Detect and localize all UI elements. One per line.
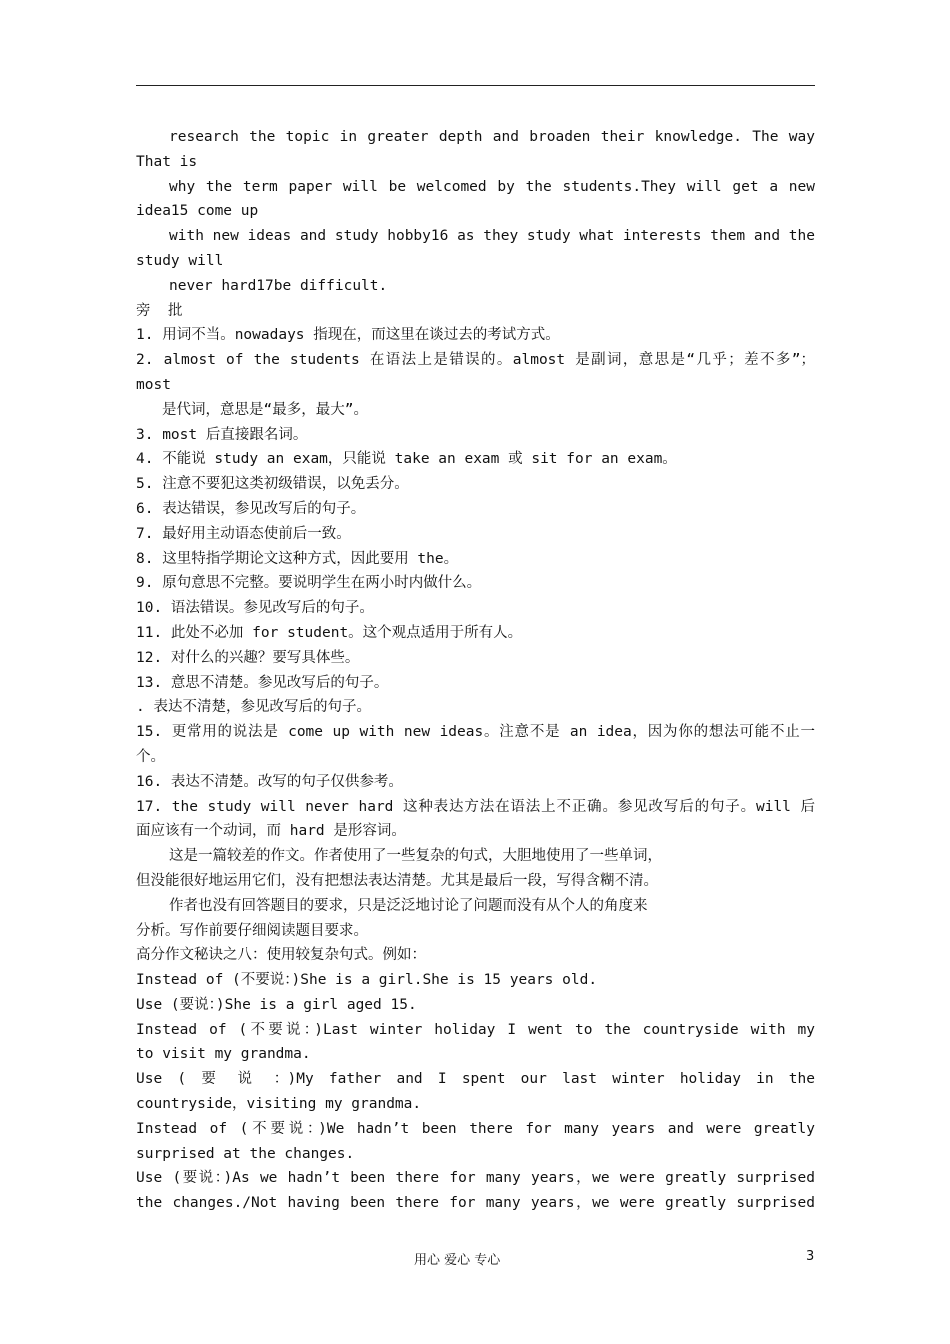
text-line: surprised at the changes.	[136, 1145, 355, 1162]
text-line: Use (要说：)As we hadn’t been there for many years，we were greatly surprised	[136, 1170, 815, 1187]
annotation-item: 12. 对什么的兴趣？要写具体些。	[136, 649, 360, 666]
text-line: with new ideas and study hobby16 as they study what interests them and the	[169, 228, 815, 245]
text-line: study will	[136, 252, 224, 269]
text-line: 这是一篇较差的作文。作者使用了一些复杂的句式，大胆地使用了一些单词，	[169, 848, 662, 865]
text-line: the changes./Not having been there for many years，we were greatly surprised	[136, 1195, 815, 1212]
document-body	[136, 125, 815, 1216]
text-line: Instead of (不要说：)Last winter holiday I went to the countryside with my	[136, 1021, 815, 1038]
annotation-item: 17. the study will never hard 这种表达方法在语法上不正确。参见改写后的句子。will 后	[136, 798, 815, 815]
text-line: 分析。写作前要仔细阅读题目要求。	[136, 922, 368, 939]
annotation-item: 9. 原句意思不完整。要说明学生在两小时内做什么。	[136, 575, 482, 592]
page-number: 3	[806, 1249, 815, 1264]
text-line: Use ( 要 说 ：)My father and I spent our last winter holiday in the	[136, 1071, 815, 1088]
annotation-item: 7. 最好用主动语态使前后一致。	[136, 525, 351, 542]
annotation-item: 13. 意思不清楚。参见改写后的句子。	[136, 674, 389, 691]
annotation-item: 1. 用词不当。nowadays 指现在，而这里在谈过去的考试方式。	[136, 327, 560, 344]
footer-text: 用心 爱心 专心	[414, 1253, 501, 1268]
annotation-item: 3. most 后直接跟名词。	[136, 426, 308, 443]
section-heading: 高分作文秘诀之八：使用较复杂句式。例如：	[136, 947, 426, 964]
text-line: Instead of (不要说：)She is a girl.She is 15 years old.	[136, 972, 598, 989]
text-line: Use (要说：)She is a girl aged 15.	[136, 996, 417, 1013]
text-line: to visit my grandma.	[136, 1046, 311, 1063]
annotation-item: . 表达不清楚，参见改写后的句子。	[136, 699, 371, 716]
annotation-item: 15. 更常用的说法是 come up with new ideas。注意不是 an idea，因为你的想法可能不止一	[136, 724, 815, 741]
text-line: 但没能很好地运用它们，没有把想法表达清楚。尤其是最后一段，写得含糊不清。	[136, 872, 658, 889]
text-line: Instead of (不要说：)We hadn’t been there for many years and were greatly	[136, 1120, 815, 1137]
annotation-item: 16. 表达不清楚。改写的句子仅供参考。	[136, 773, 403, 790]
annotation-item: 10. 语法错误。参见改写后的句子。	[136, 600, 374, 617]
section-heading: 旁 批	[136, 302, 183, 319]
annotation-item: 4. 不能说 study an exam，只能说 take an exam 或 sit for an exam。	[136, 451, 677, 468]
text-line: 是代词，意思是“最多，最大”。	[162, 401, 368, 418]
text-line: 面应该有一个动词，而 hard 是形容词。	[136, 823, 406, 840]
annotation-item: 11. 此处不必加 for student。这个观点适用于所有人。	[136, 624, 523, 641]
text-line: most	[136, 376, 171, 393]
text-line: research the topic in greater depth and broaden their knowledge. The way	[169, 129, 815, 145]
text-line: That is	[136, 153, 198, 170]
annotation-item: 5. 注意不要犯这类初级错误，以免丢分。	[136, 476, 409, 493]
annotation-item: 8. 这里特指学期论文这种方式，因此要用 the。	[136, 550, 459, 567]
annotation-item: 6. 表达错误，参见改写后的句子。	[136, 500, 366, 517]
text-line: never hard17be difficult.	[169, 277, 388, 294]
text-line: idea15 come up	[136, 203, 259, 220]
header-rule	[136, 85, 815, 86]
text-line: countryside，visiting my grandma.	[136, 1096, 422, 1113]
text-line: 个。	[136, 748, 165, 765]
annotation-item: 2. almost of the students 在语法上是错误的。almost 是副词，意思是“几乎；差不多”；	[136, 352, 815, 369]
text-line: why the term paper will be welcomed by the students.They will get a new	[169, 178, 815, 195]
text-line: 作者也没有回答题目的要求，只是泛泛地讨论了问题而没有从个人的角度来	[169, 897, 648, 914]
